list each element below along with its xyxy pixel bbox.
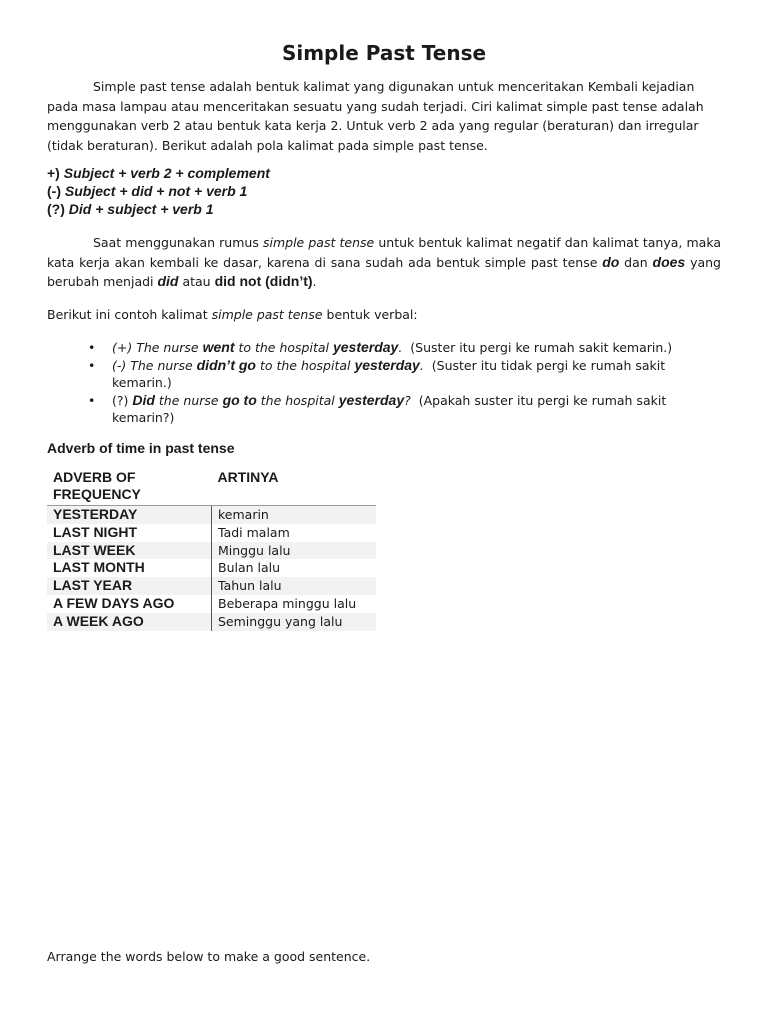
text-run: . [398,340,403,355]
term-simple-past-tense: simple past tense [211,307,323,322]
adverb-cell: A WEEK AGO [47,613,212,631]
formula-pattern: Subject + did + not + verb 1 [64,183,248,199]
word-do: do [602,253,620,270]
meaning-cell: Tadi malam [212,524,377,542]
column-header-meaning: ARTINYA [212,469,377,506]
formula-pattern: Did + subject + verb 1 [68,201,214,217]
example-verb: didn’t go [196,356,256,373]
meaning-cell: Beberapa minggu lalu [212,595,377,613]
examples-list [88,339,728,427]
text-run: to the hospital [255,357,355,373]
text-run: yang berubah menjadi [47,254,721,289]
example-did: Did [132,391,155,408]
table-row [47,542,376,560]
text-run: atau [178,274,215,289]
adverb-cell: LAST YEAR [47,577,212,595]
negative-note-paragraph [47,234,721,292]
example-translation: (Suster itu tidak pergi ke rumah sakit kemarin.) [112,357,666,390]
intro-paragraph: Simple past tense adalah bentuk kalimat yang digunakan untuk menceritakan Kembali kejadian pada masa lampau atau menceritakan sesuatu yang sudah terjadi. Ciri kalimat simple past tense adalah menggunakan verb 2 atau bentuk kata kerja 2. Untuk verb 2 ada yang regular (beraturan) dan irregular (tidak beraturan). Berikut adalah pola kalimat pada simple past tense. [47,79,704,153]
text-run: the nurse [154,392,223,408]
text-run: dan [619,254,653,270]
formula-negative [47,182,247,200]
example-verb: go to [222,391,257,408]
formula-positive [47,164,270,182]
text-run: untuk bentuk kalimat negatif dan kalimat tanya, maka kata kerja akan kembali ke dasar, karena di sana sudah ada bentuk simple past tense [47,235,722,270]
adverb-cell: A FEW DAYS AGO [53,594,175,611]
list-item [88,339,728,357]
meaning-cell: Seminggu yang lalu [212,613,377,631]
examples-intro [47,305,721,325]
text-run: bentuk verbal: [322,307,418,322]
text-run: (-) The nurse [112,357,197,373]
example-time: yesterday [354,356,420,373]
text-run: . [312,274,317,289]
formula-symbol: +) [47,165,60,181]
text-run: ? [404,392,411,408]
text-run: (?) [112,392,133,408]
example-verb: went [202,339,235,355]
text-run: Saat menggunakan rumus [93,235,263,250]
word-does: does [652,253,686,270]
example-translation: (Apakah suster itu pergi ke rumah sakit kemarin?) [112,392,667,425]
formula-symbol: (-) [47,183,61,199]
text-run: the hospital [256,392,339,408]
table-header-row [47,469,376,506]
adverb-table [47,469,376,631]
adverb-cell: LAST MONTH [53,559,145,576]
adverb-cell: LAST NIGHT [53,523,137,540]
adverb-cell: YESTERDAY [47,506,212,524]
table-row [47,524,376,542]
example-time: yesterday [332,339,399,355]
formula-symbol: (?) [47,201,65,217]
table-heading: Adverb of time in past tense [47,440,235,456]
term-simple-past-tense: simple past tense [262,235,375,250]
meaning-cell: Tahun lalu [212,577,377,595]
meaning-cell: Minggu lalu [212,542,377,560]
page-title: Simple Past Tense [281,41,487,65]
list-item [88,392,728,427]
example-translation: (Suster itu pergi ke rumah sakit kemarin.) [410,340,673,355]
meaning-cell: Bulan lalu [212,559,377,577]
example-time: yesterday [338,391,405,408]
formula-question [47,200,214,218]
text-run: to the hospital [234,340,333,355]
meaning-cell: kemarin [212,506,377,524]
exercise-instruction: Arrange the words below to make a good sentence. [47,949,371,964]
table-row [47,613,376,631]
formula-pattern: Subject + verb 2 + complement [63,165,270,181]
table-row [47,577,376,595]
list-item [88,357,728,392]
adverb-cell: LAST WEEK [47,542,212,560]
word-did: did [157,273,179,289]
text-run: (+) The nurse [112,340,203,355]
table-row [47,595,376,613]
column-header-adverb: ADVERB OF FREQUENCY [47,469,212,506]
text-run: Berikut ini contoh kalimat [47,307,212,322]
table-row [47,559,376,577]
text-run: . [419,357,424,373]
word-did-not: did not (didn’t) [214,273,313,289]
table-row [47,506,376,524]
